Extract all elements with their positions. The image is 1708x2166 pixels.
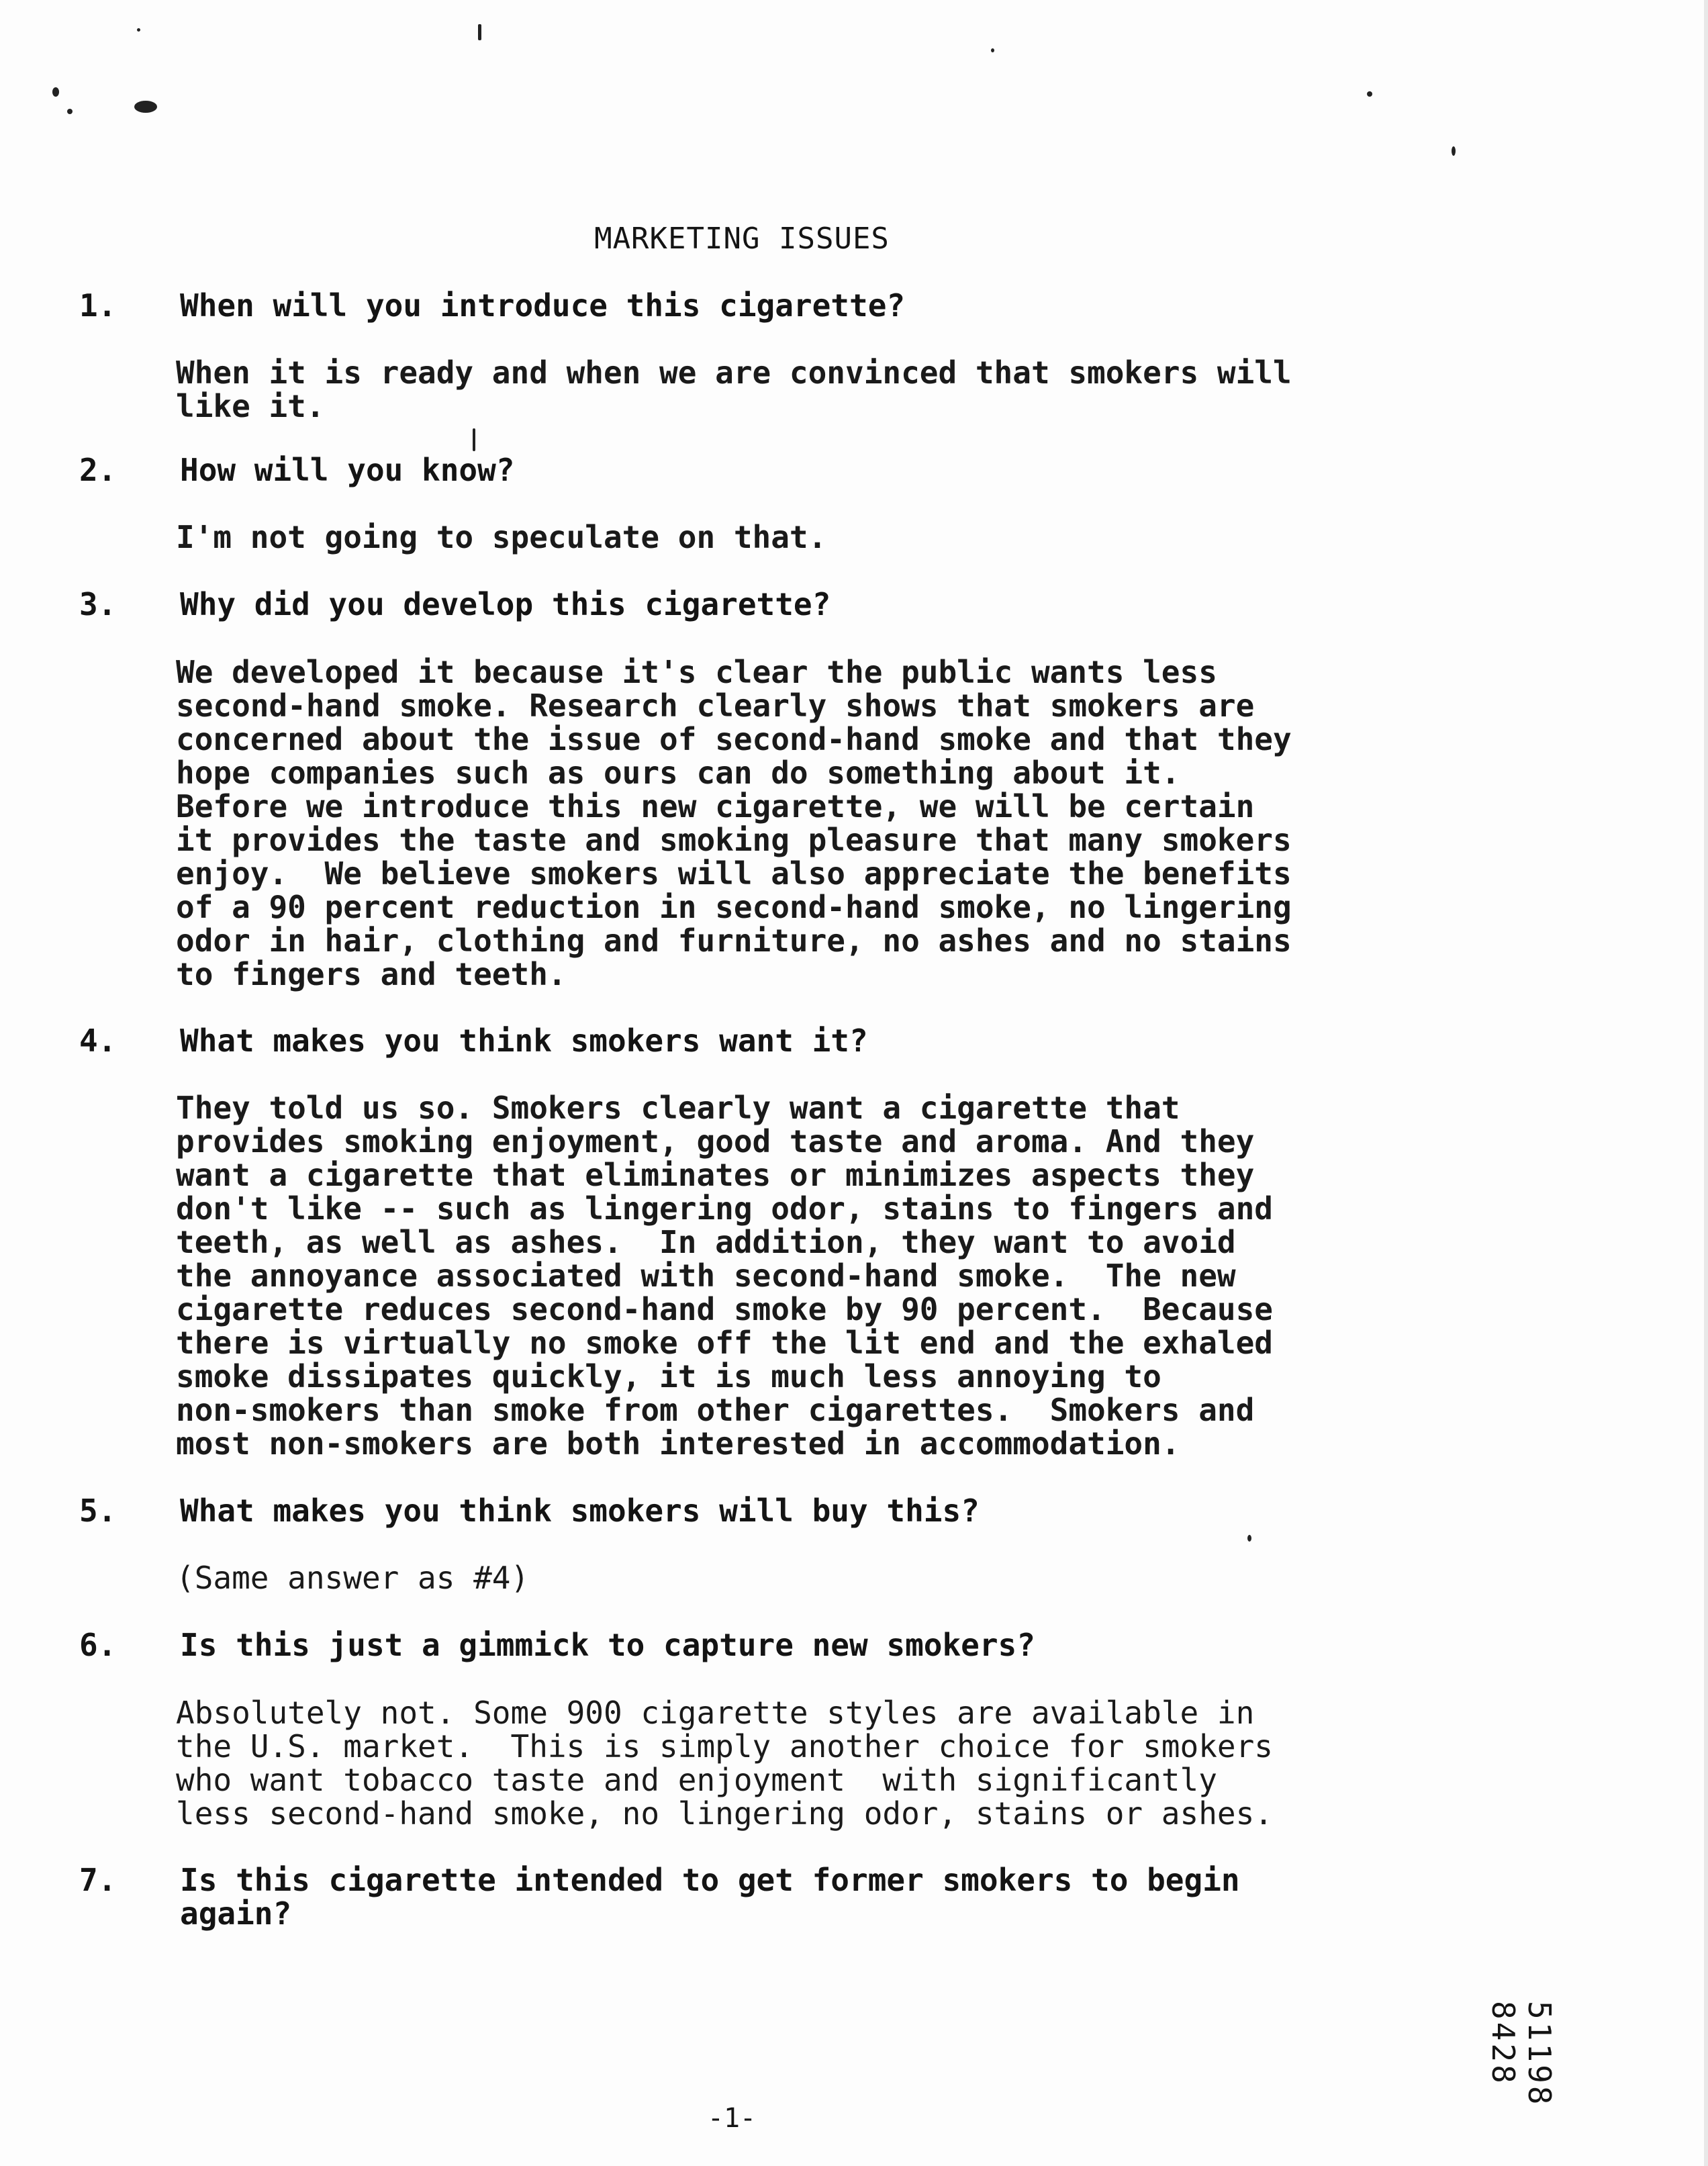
document-code: 51198 8428 bbox=[1485, 2001, 1558, 2108]
page-edge bbox=[1704, 0, 1708, 2166]
question-text: Is this just a gimmick to capture new smokers? bbox=[180, 1627, 1035, 1663]
item-number: 4. bbox=[79, 1023, 117, 1059]
question-text: Why did you develop this cigarette? bbox=[180, 586, 831, 622]
item-number: 6. bbox=[79, 1627, 117, 1663]
question-text: What makes you think smokers will buy this? bbox=[180, 1493, 980, 1529]
answer-text: When it is ready and when we are convinced that smokers will like it. bbox=[176, 355, 1292, 424]
scan-speck bbox=[1247, 1535, 1251, 1542]
item-number: 5. bbox=[79, 1493, 117, 1529]
scan-speck bbox=[991, 48, 994, 52]
scan-speck bbox=[134, 101, 157, 113]
page-number: -1- bbox=[707, 2103, 757, 2134]
answer-text: Absolutely not. Some 900 cigarette styles are available in the U.S. market. This is simply another choice for smokers who want tobacco taste and enjoyment with significantly less second-hand smoke, no lingering odor, stains or ashes. bbox=[176, 1695, 1273, 1832]
item-number: 3. bbox=[79, 586, 117, 622]
scan-speck bbox=[473, 428, 475, 451]
scan-speck bbox=[52, 87, 59, 97]
answer-text: We developed it because it's clear the public wants less second-hand smoke. Research clearly shows that smokers are concerned about the issue of second-hand smoke and that they hope companies such as ours can do something about it. Before we introduce this new cigarette, we will be certain it provides the taste and smoking pleasure that many smokers enjoy. We believe smokers will also appreciate the benefits of a 90 percent reduction in second-hand smoke, no lingering odor in hair, clothing and furniture, no ashes and no stains to fingers and teeth. bbox=[176, 654, 1292, 992]
page-title: MARKETING ISSUES bbox=[594, 222, 890, 256]
scan-speck bbox=[1452, 146, 1456, 156]
scan-speck bbox=[67, 109, 73, 114]
answer-text: They told us so. Smokers clearly want a cigarette that provides smoking enjoyment, good taste and aroma. And they want a cigarette that eliminates or minimizes aspects they don't like -- such as lingering odor, stains to fingers and teeth, as well as ashes. In addition, they want to avoid the annoyance associated with second-hand smoke. The new cigarette reduces second-hand smoke by 90 percent. Because there is virtually no smoke off the lit end and the exhaled smoke dissipates quickly, it is much less annoying to non-smokers than smoke from other cigarettes. Smokers and most non-smokers are both interested in accommodation. bbox=[176, 1090, 1273, 1462]
item-number: 7. bbox=[79, 1862, 117, 1898]
scan-speck bbox=[1367, 91, 1372, 97]
scan-speck bbox=[137, 28, 140, 32]
answer-text: (Same answer as #4) bbox=[176, 1560, 530, 1596]
question-text: When will you introduce this cigarette? bbox=[180, 287, 906, 324]
question-text: What makes you think smokers want it? bbox=[180, 1023, 868, 1059]
item-number: 1. bbox=[79, 287, 117, 324]
question-text: Is this cigarette intended to get former smokers to begin again? bbox=[180, 1862, 1240, 1932]
scan-speck bbox=[478, 24, 481, 40]
answer-text: I'm not going to speculate on that. bbox=[176, 519, 827, 555]
question-text: How will you know? bbox=[180, 452, 515, 488]
item-number: 2. bbox=[79, 452, 117, 488]
